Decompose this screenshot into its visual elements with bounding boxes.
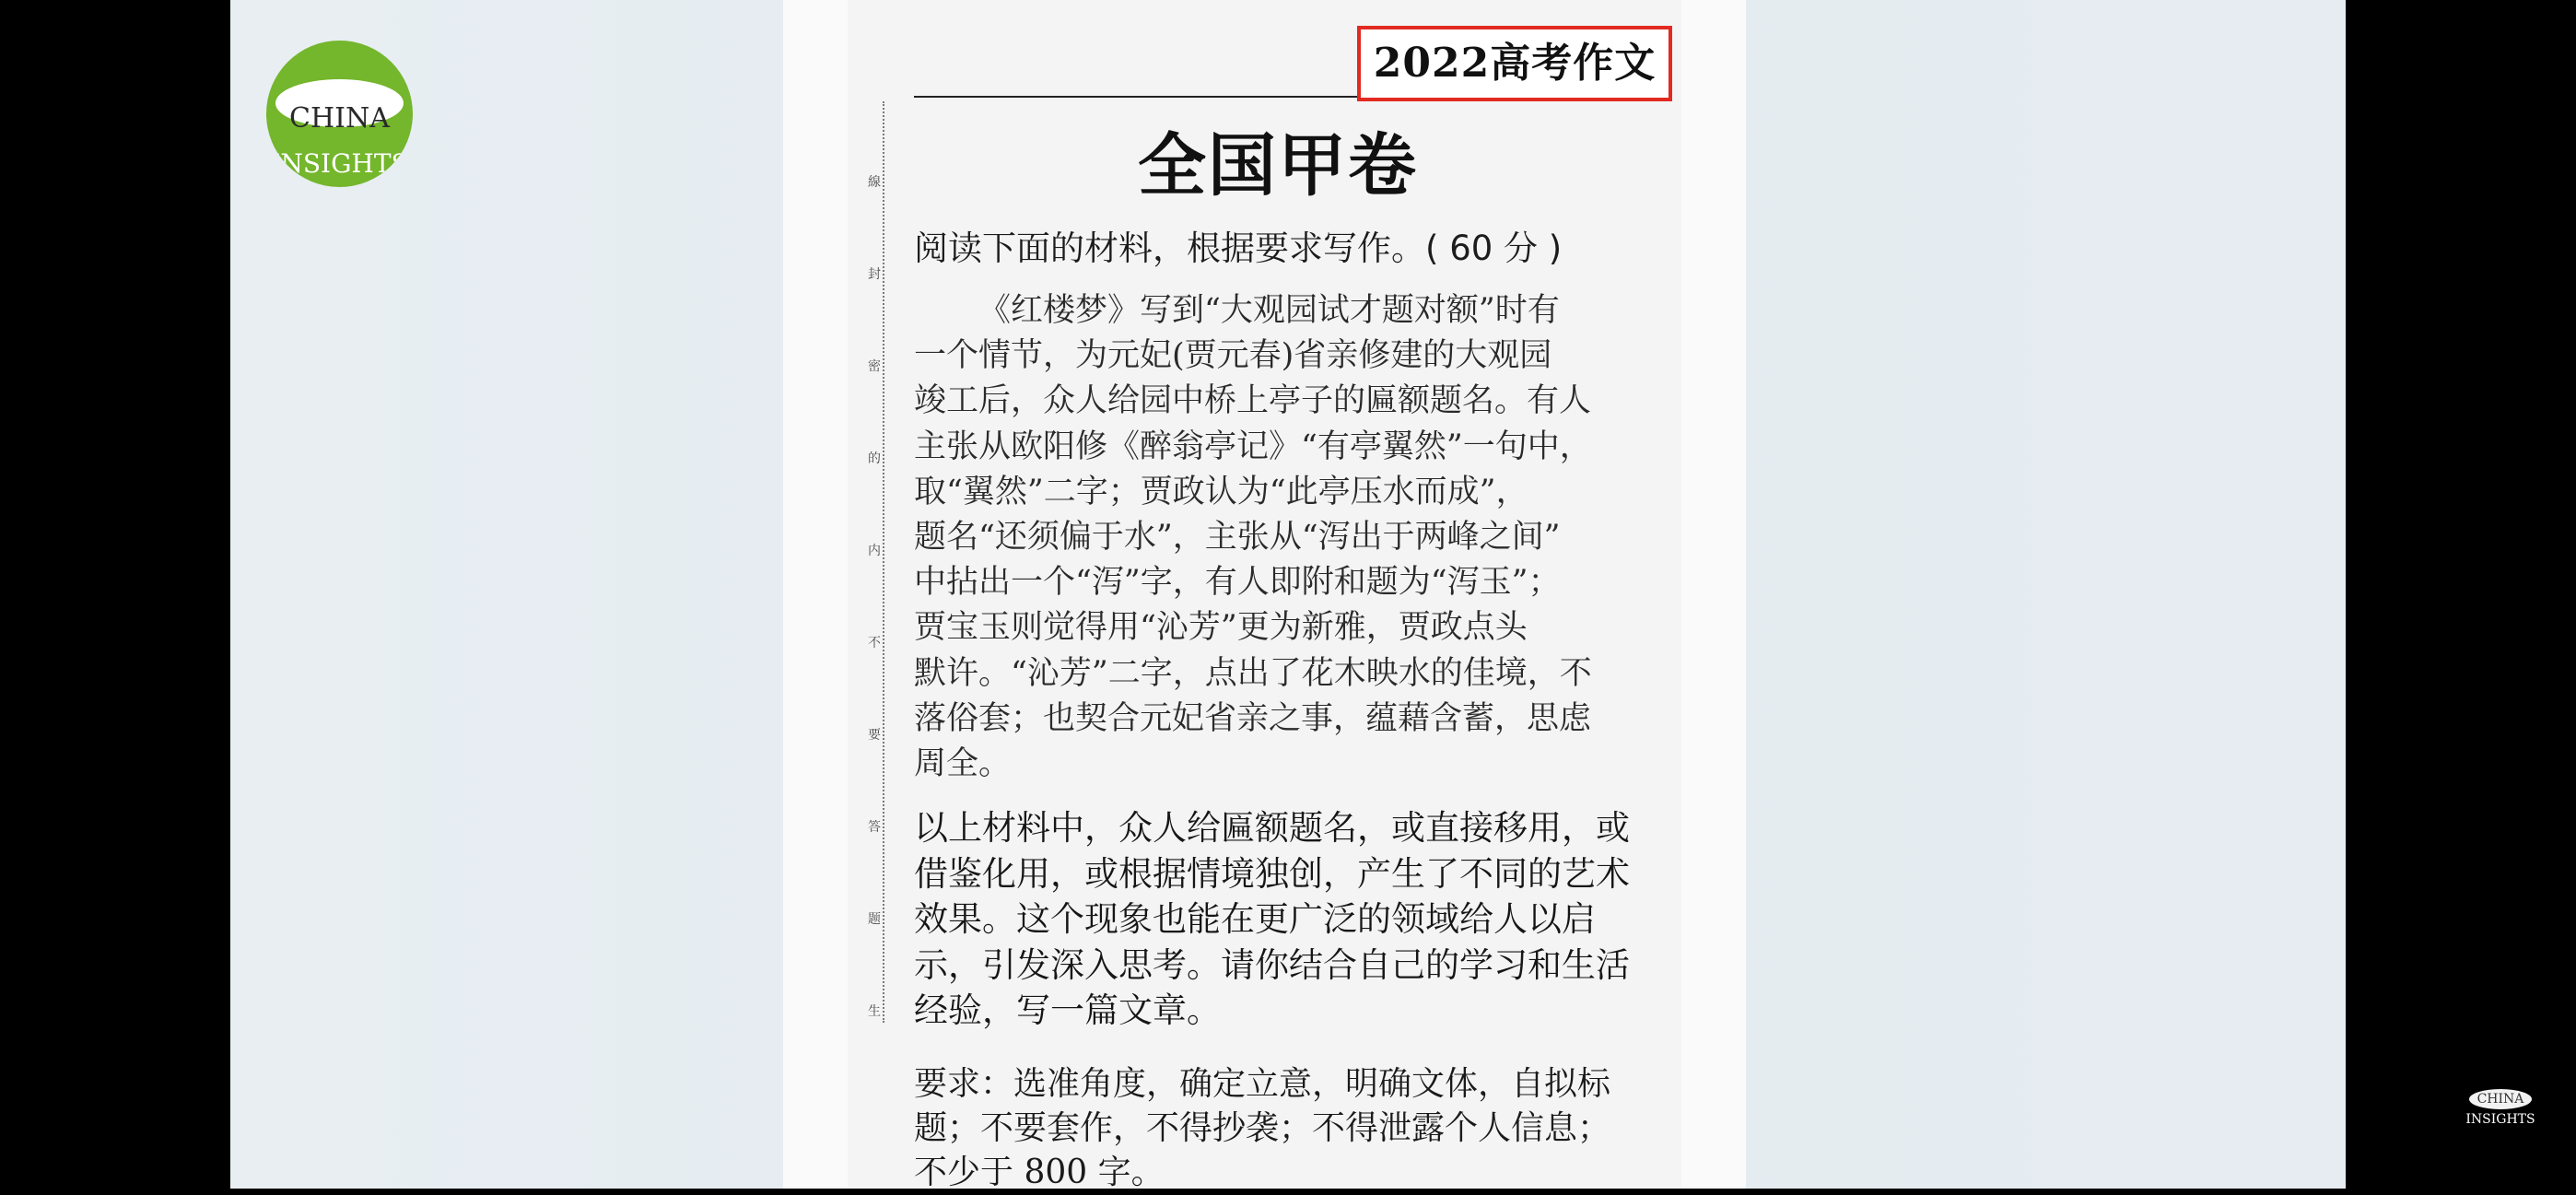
binding-mark: 内 [868, 544, 881, 558]
writing-requirements [914, 1062, 1669, 1195]
watermark-line-2: INSIGHTS [2465, 1112, 2535, 1127]
task-line: 以上材料中，众人给匾额题名，或直接移用，或 [914, 808, 1630, 848]
material-passage [914, 288, 1669, 787]
task-line: 示，引发深入思考。请你结合自己的学习和生活 [914, 944, 1630, 985]
logo-line-2: INSIGHTS [270, 148, 409, 179]
exam-title: 全国甲卷 [1138, 126, 1418, 205]
binding-mark: 答 [868, 820, 881, 835]
material-line: 一个情节，为元妃(贾元春)省亲修建的大观园 [914, 337, 1552, 375]
material-line: 中拈出一个“泻”字，有人即附和题为“泻玉”； [914, 564, 1561, 602]
header-rule [914, 96, 1364, 98]
material-line: 取“翼然”二字；贾政认为“此亭压水而成”， [914, 473, 1528, 510]
task-line: 经验，写一篇文章。 [914, 990, 1221, 1030]
binding-line [883, 101, 887, 1023]
requirement-line: 不少于 800 字。 [914, 1154, 1165, 1191]
channel-watermark [2465, 1087, 2535, 1130]
task-line: 效果。这个现象也能在更广泛的领域给人以启 [914, 899, 1596, 939]
binding-mark: 密 [868, 359, 881, 374]
material-line: 默许。“沁芳”二字，点出了花木映水的佳境，不 [914, 654, 1592, 692]
material-line: 《红楼梦》写到“大观园试才题对额”时有 [978, 292, 1560, 329]
requirement-line: 题；不要套作，不得抄袭；不得泄露个人信息； [914, 1109, 1611, 1147]
china-insights-logo [266, 41, 413, 187]
year-stamp: 2022高考作文 [1357, 26, 1672, 101]
binding-mark: 的 [868, 451, 881, 466]
binding-mark: 要 [868, 728, 881, 743]
material-line: 落俗套；也契合元妃省亲之事，蕴藉含蓄，思虑 [914, 699, 1592, 737]
watermark-line-1: CHINA [2476, 1092, 2524, 1107]
task-line: 借鉴化用，或根据情境独创，产生了不同的艺术 [914, 853, 1630, 894]
binding-mark: 線 [868, 175, 881, 190]
requirement-line: 要求：选准角度，确定立意，明确文体，自拟标 [914, 1065, 1611, 1103]
binding-mark: 题 [868, 912, 881, 927]
exam-instruction: 阅读下面的材料，根据要求写作。( 60 分 ) [914, 228, 1563, 268]
binding-mark: 不 [868, 636, 881, 650]
material-line: 周全。 [914, 744, 1012, 782]
binding-mark: 生 [868, 1004, 881, 1019]
writing-task [914, 805, 1669, 1034]
binding-mark: 封 [868, 267, 881, 282]
material-line: 题名“还须偏于水”，主张从“泻出于两峰之间” [914, 518, 1561, 556]
logo-line-1: CHINA [289, 102, 390, 135]
material-line: 贾宝玉则觉得用“沁芳”更为新雅，贾政点头 [914, 609, 1528, 647]
material-line: 主张从欧阳修《醉翁亭记》“有亭翼然”一句中， [914, 428, 1592, 465]
material-line: 竣工后，众人给园中桥上亭子的匾额题名。有人 [914, 382, 1592, 420]
